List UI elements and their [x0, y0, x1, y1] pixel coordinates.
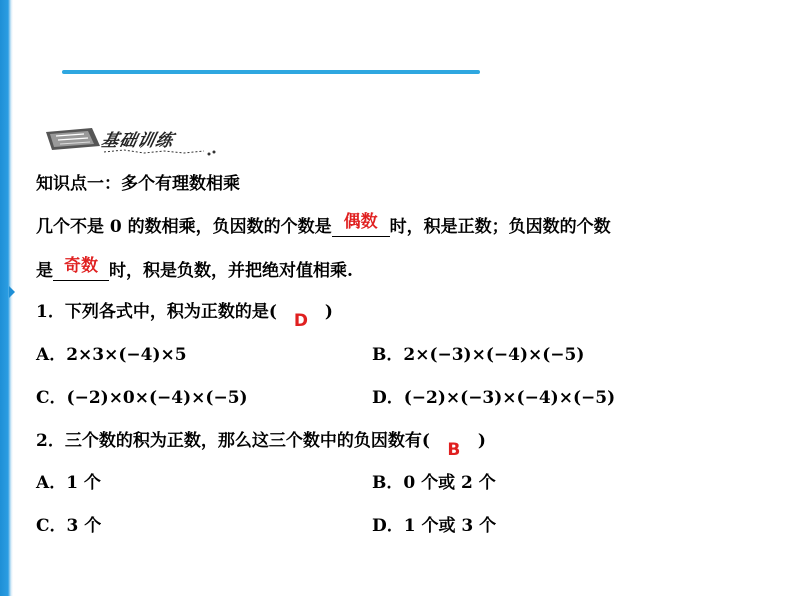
answer-text: D [293, 311, 308, 331]
question-text: 2．三个数的积为正数，那么这三个数中的负因数有( [36, 431, 430, 451]
q1-option-d: D．(−2)×(−3)×(−4)×(−5) [372, 388, 616, 408]
left-sidebar-strip [0, 0, 13, 596]
rule-text: 时，积是负数，并把绝对值相乘. [109, 261, 353, 281]
question-text: ) [477, 431, 486, 451]
answer-text: 偶数 [343, 212, 378, 232]
q2-option-a: A．1 个 [36, 473, 101, 493]
answer-text: B [447, 440, 461, 460]
section-banner-title: 基础训练 [99, 131, 176, 151]
q2-option-d: D．1 个或 3 个 [372, 516, 497, 536]
rule-line-1 [36, 212, 611, 237]
q1-option-b: B．2×(−3)×(−4)×(−5) [372, 345, 585, 365]
sidebar-arrow-icon [9, 286, 15, 298]
question-1-stem [36, 302, 333, 331]
answer-text: 奇数 [64, 256, 98, 276]
title-underline [62, 70, 480, 74]
q2-option-b: B．0 个或 2 个 [372, 473, 496, 493]
question-text: ) [324, 302, 333, 322]
question-text: 1．下列各式中，积为正数的是( [36, 302, 277, 322]
rule-text: 是 [36, 261, 53, 281]
rule-text: 几个不是 0 的数相乘，负因数的个数是 [36, 217, 332, 237]
question-2-stem [36, 431, 486, 460]
rule-line-2 [36, 256, 353, 281]
answer-blank-1 [332, 212, 390, 237]
rule-text: 时，积是正数；负因数的个数 [389, 217, 611, 237]
q1-option-c: C．(−2)×0×(−4)×(−5) [36, 388, 248, 408]
answer-blank-2 [53, 256, 109, 281]
q2-option-c: C．3 个 [36, 516, 102, 536]
q1-option-a: A．2×3×(−4)×5 [36, 345, 187, 365]
knowledge-point-heading: 知识点一：多个有理数相乘 [36, 174, 240, 194]
